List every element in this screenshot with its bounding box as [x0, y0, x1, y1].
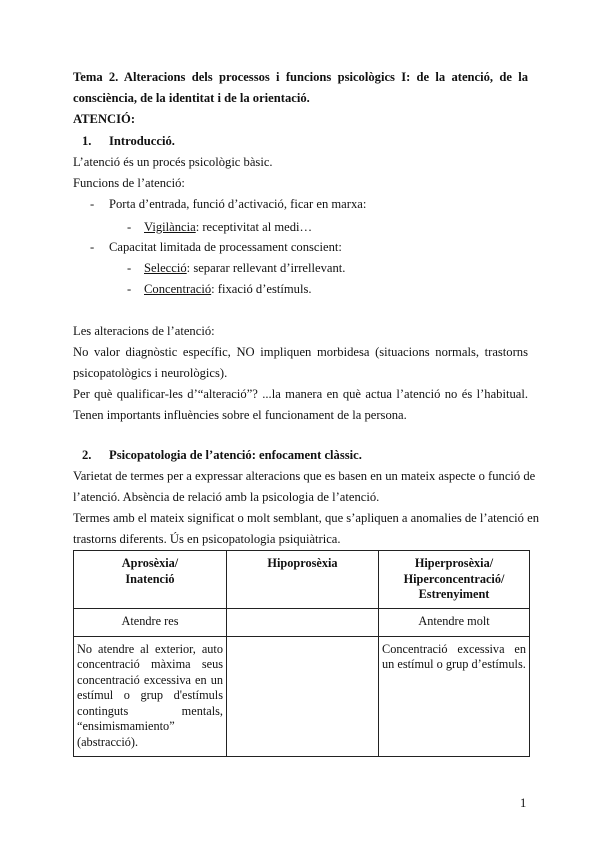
section-1-title: Introducció.	[109, 134, 175, 148]
header-hiperprosexia-line-3: Estrenyiment	[418, 587, 490, 601]
header-hiperprosexia-line-1: Hiperprosèxia/	[414, 556, 494, 570]
section-2-title: Psicopatologia de l’atenció: enfocament clàssic.	[109, 448, 362, 462]
header-aprosexia-line-2: Inatenció	[125, 571, 175, 586]
paragraph-3-line-1: Varietat de termes per a expressar alteracions que es basen en un mateix aspecte o funció de	[73, 469, 536, 483]
bullet-dash: -	[127, 282, 132, 296]
bullet-dash: -	[90, 240, 95, 254]
header-hiperprosexia-line-2: Hiperconcentració/	[403, 571, 505, 586]
section-heading-atencio: ATENCIÓ:	[73, 112, 136, 126]
table-header-row	[74, 551, 530, 609]
bullet-vigilance	[144, 217, 599, 238]
table-cell	[227, 636, 379, 756]
functions-label: Funcions de l’atenció:	[73, 176, 185, 190]
header-hipoprosexia-line-1: Hipoprosèxia	[267, 556, 338, 570]
paragraph-2-line-2: Tenen importants influències sobre el funcionament de la persona.	[73, 408, 407, 422]
attention-terms-table	[73, 550, 530, 757]
bullet-entry-gate: Porta d’entrada, funció d’activació, ficar en marxa:	[109, 197, 367, 211]
header-aprosexia-line-1: Aprosèxia/	[121, 556, 179, 570]
paragraph-1-line-2: psicopatològics i neurològics).	[73, 366, 228, 380]
bullet-dash: -	[90, 197, 95, 211]
table-cell: Atendre res	[74, 608, 227, 636]
alterations-label: Les alteracions de l’atenció:	[73, 324, 215, 338]
table-cell	[227, 608, 379, 636]
section-2-number: 2.	[82, 448, 92, 462]
table-row	[74, 636, 530, 756]
term-concentracio: Concentració	[144, 282, 212, 296]
header-hipoprosexia	[227, 551, 379, 609]
bullet-dash: -	[127, 220, 132, 234]
paragraph-4-line-1: Termes amb el mateix significat o molt semblant, que s’apliquen a anomalies de l’atenció en	[73, 511, 539, 525]
term-seleccio: Selecció	[144, 261, 187, 275]
title-line-1: Tema 2. Alteracions dels processos i funcions psicològics I: de la atenció, de la	[73, 70, 528, 84]
bullet-limited-capacity: Capacitat limitada de processament conscient:	[109, 240, 342, 254]
page-number: 1	[520, 796, 527, 810]
term-concentracio-desc: : fixació d’estímuls.	[211, 282, 312, 296]
table-cell: Antendre molt	[379, 608, 530, 636]
term-vigilancia: Vigilància	[144, 220, 196, 234]
term-seleccio-desc: : separar rellevant d’irrellevant.	[186, 261, 346, 275]
bullet-selection	[144, 258, 599, 279]
intro-line: L’atenció és un procés psicològic bàsic.	[73, 155, 273, 169]
paragraph-1-line-1: No valor diagnòstic específic, NO impliquen morbidesa (situacions normals, trastorns	[73, 345, 528, 359]
table-cell: No atendre al exterior, auto concentració màxima seus concentració excessiva en un estímul o grup d'estímuls continguts mentals, “ensimismamiento” (abstracció).	[74, 636, 227, 756]
header-hiperprosexia	[379, 551, 530, 609]
title-line-2: consciència, de la identitat i de la orientació.	[73, 91, 310, 105]
header-aprosexia	[74, 551, 227, 609]
paragraph-4-line-2: trastorns diferents. Ús en psicopatologia psiquiàtrica.	[73, 532, 341, 546]
term-vigilancia-desc: : receptivitat al medi…	[195, 220, 313, 234]
table-cell: Concentració excessiva en un estímul o grup d’estímuls.	[379, 636, 530, 756]
bullet-concentration	[144, 279, 599, 300]
paragraph-2-line-1: Per què qualificar-les d’“alteració”? ...la manera en què actua l’atenció no és l’habitual.	[73, 387, 528, 401]
paragraph-3-line-2: l’atenció. Absència de relació amb la psicologia de l’atenció.	[73, 490, 380, 504]
section-1-number: 1.	[82, 134, 92, 148]
bullet-dash: -	[127, 261, 132, 275]
table-row	[74, 608, 530, 636]
